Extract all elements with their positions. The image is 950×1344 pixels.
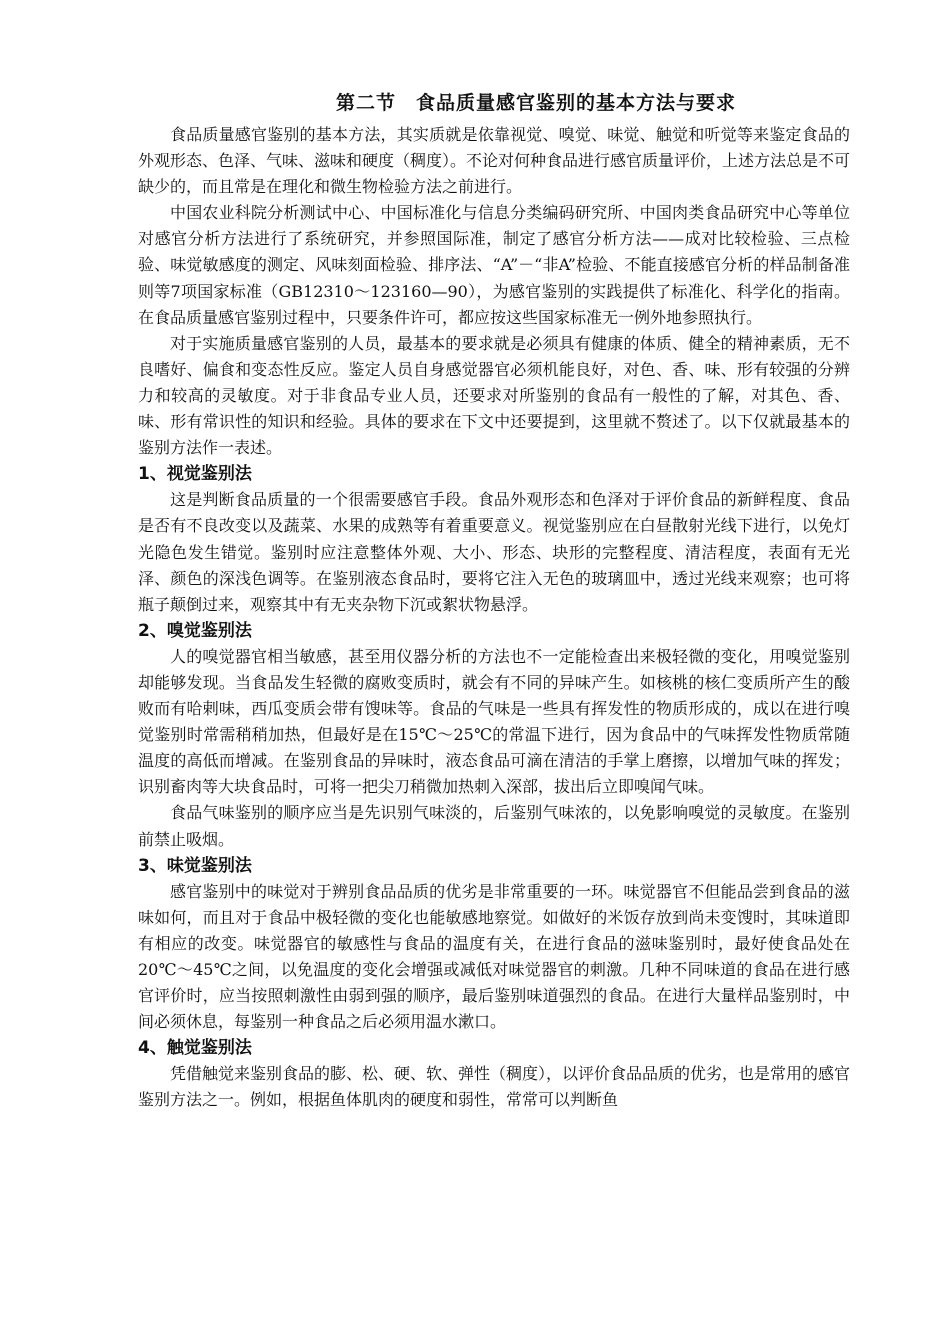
section-taste-paragraph-1: 感官鉴别中的味觉对于辨别食品品质的优劣是非常重要的一环。味觉器官不但能品尝到食品的滋味如何，而且对于食品中极轻微的变化也能敏感地察觉。如做好的米饭存放到尚未变馊时，其味道即有相应的改变。味觉器官的敏感性与食品的温度有关，在进行食品的滋味鉴别时，最好使食品处在20℃～45℃之间，以免温度的变化会增强或减低对味觉器官的刺激。几种不同味道的食品在进行感官评价时，应当按照刺激性由弱到强的顺序，最后鉴别味道强烈的食品。在进行大量样品鉴别时，中间必须休息，每鉴别一种食品之后必须用温水漱口。 bbox=[138, 881, 850, 1032]
section-smell-paragraph-2: 食品气味鉴别的顺序应当是先识别气味淡的，后鉴别气味浓的，以免影响嗅觉的灵敏度。在鉴别前禁止吸烟。 bbox=[138, 803, 850, 849]
section-heading-touch: 4、触觉鉴别法 bbox=[138, 1038, 252, 1059]
section-heading-taste: 3、味觉鉴别法 bbox=[138, 855, 252, 876]
section-touch-paragraph-1: 凭借触觉来鉴别食品的膨、松、硬、软、弹性（稠度），以评价食品品质的优劣，也是常用的感官鉴别方法之一。例如，根据鱼体肌肉的硬度和弱性，常常可以判断鱼 bbox=[138, 1064, 851, 1110]
section-smell-paragraph-1: 人的嗅觉器官相当敏感，甚至用仪器分析的方法也不一定能检查出来极轻微的变化，用嗅觉鉴别却能够发现。当食品发生轻微的腐败变质时，就会有不同的异味产生。如核桃的核仁变质所产生的酸败而有哈剌味，西瓜变质会带有馊味等。食品的气味是一些具有挥发性的物质形成的，成以在进行嗅觉鉴别时常需稍稍加热，但最好是在15℃～25℃的常温下进行，因为食品中的气味挥发性物质常随温度的高低而增减。在鉴别食品的异味时，液态食品可滴在清洁的手掌上磨擦，以增加气味的挥发；识别畜肉等大块食品时，可将一把尖刀稍微加热刺入深部，拔出后立即嗅闻气味。 bbox=[138, 646, 850, 797]
intro-paragraph-1: 食品质量感官鉴别的基本方法，其实质就是依靠视觉、嗅觉、味觉、触觉和听觉等来鉴定食品的外观形态、色泽、气味、滋味和硬度（稠度）。不论对何种食品进行感官质量评价，上述方法总是不可缺少的，而且常是在理化和微生物检验方法之前进行。 bbox=[138, 125, 851, 197]
document-page bbox=[138, 88, 850, 1114]
page-title: 第二节 食品质量感官鉴别的基本方法与要求 bbox=[335, 92, 736, 114]
section-visual-paragraph-1: 这是判断食品质量的一个很需要感官手段。食品外观形态和色泽对于评价食品的新鲜程度、食品是否有不良改变以及蔬菜、水果的成熟等有着重要意义。视觉鉴别应在白昼散射光线下进行，以免灯光隐色发生错觉。鉴别时应注意整体外观、大小、形态、块形的完整程度、清洁程度，表面有无光泽、颜色的深浅色调等。在鉴别液态食品时，要将它注入无色的玻璃皿中，透过光线来观察；也可将瓶子颠倒过来，观察其中有无夹杂物下沉或絮状物悬浮。 bbox=[138, 490, 850, 614]
section-heading-visual: 1、视觉鉴别法 bbox=[138, 464, 252, 485]
intro-paragraph-3: 对于实施质量感官鉴别的人员，最基本的要求就是必须具有健康的体质、健全的精神素质，无不良嗜好、偏食和变态性反应。鉴定人员自身感觉器官必须机能良好，对色、香、味、形有较强的分辨力和较高的灵敏度。对于非食品专业人员，还要求对所鉴别的食品有一般性的了解，对其色、香、味、形有常识性的知识和经验。具体的要求在下文中还要提到，这里就不赘述了。以下仅就最基本的鉴别方法作一表述。 bbox=[138, 333, 850, 458]
intro-paragraph-2: 中国农业科院分析测试中心、中国标准化与信息分类编码研究所、中国肉类食品研究中心等单位对感官分析方法进行了系统研究，并参照国际准，制定了感官分析方法——成对比较检验、三点检验、味觉敏感度的测定、风味刻面检验、排序法、“A”－“非A”检验、不能直接感官分析的样品制备准则等7项国家标准（GB12310～123160—90），为感官鉴别的实践提供了标准化、科学化的指南。在食品质量感官鉴别过程中，只要条件许可，都应按这些国家标准无一例外地参照执行。 bbox=[138, 203, 850, 327]
section-heading-smell: 2、嗅觉鉴别法 bbox=[138, 620, 252, 641]
